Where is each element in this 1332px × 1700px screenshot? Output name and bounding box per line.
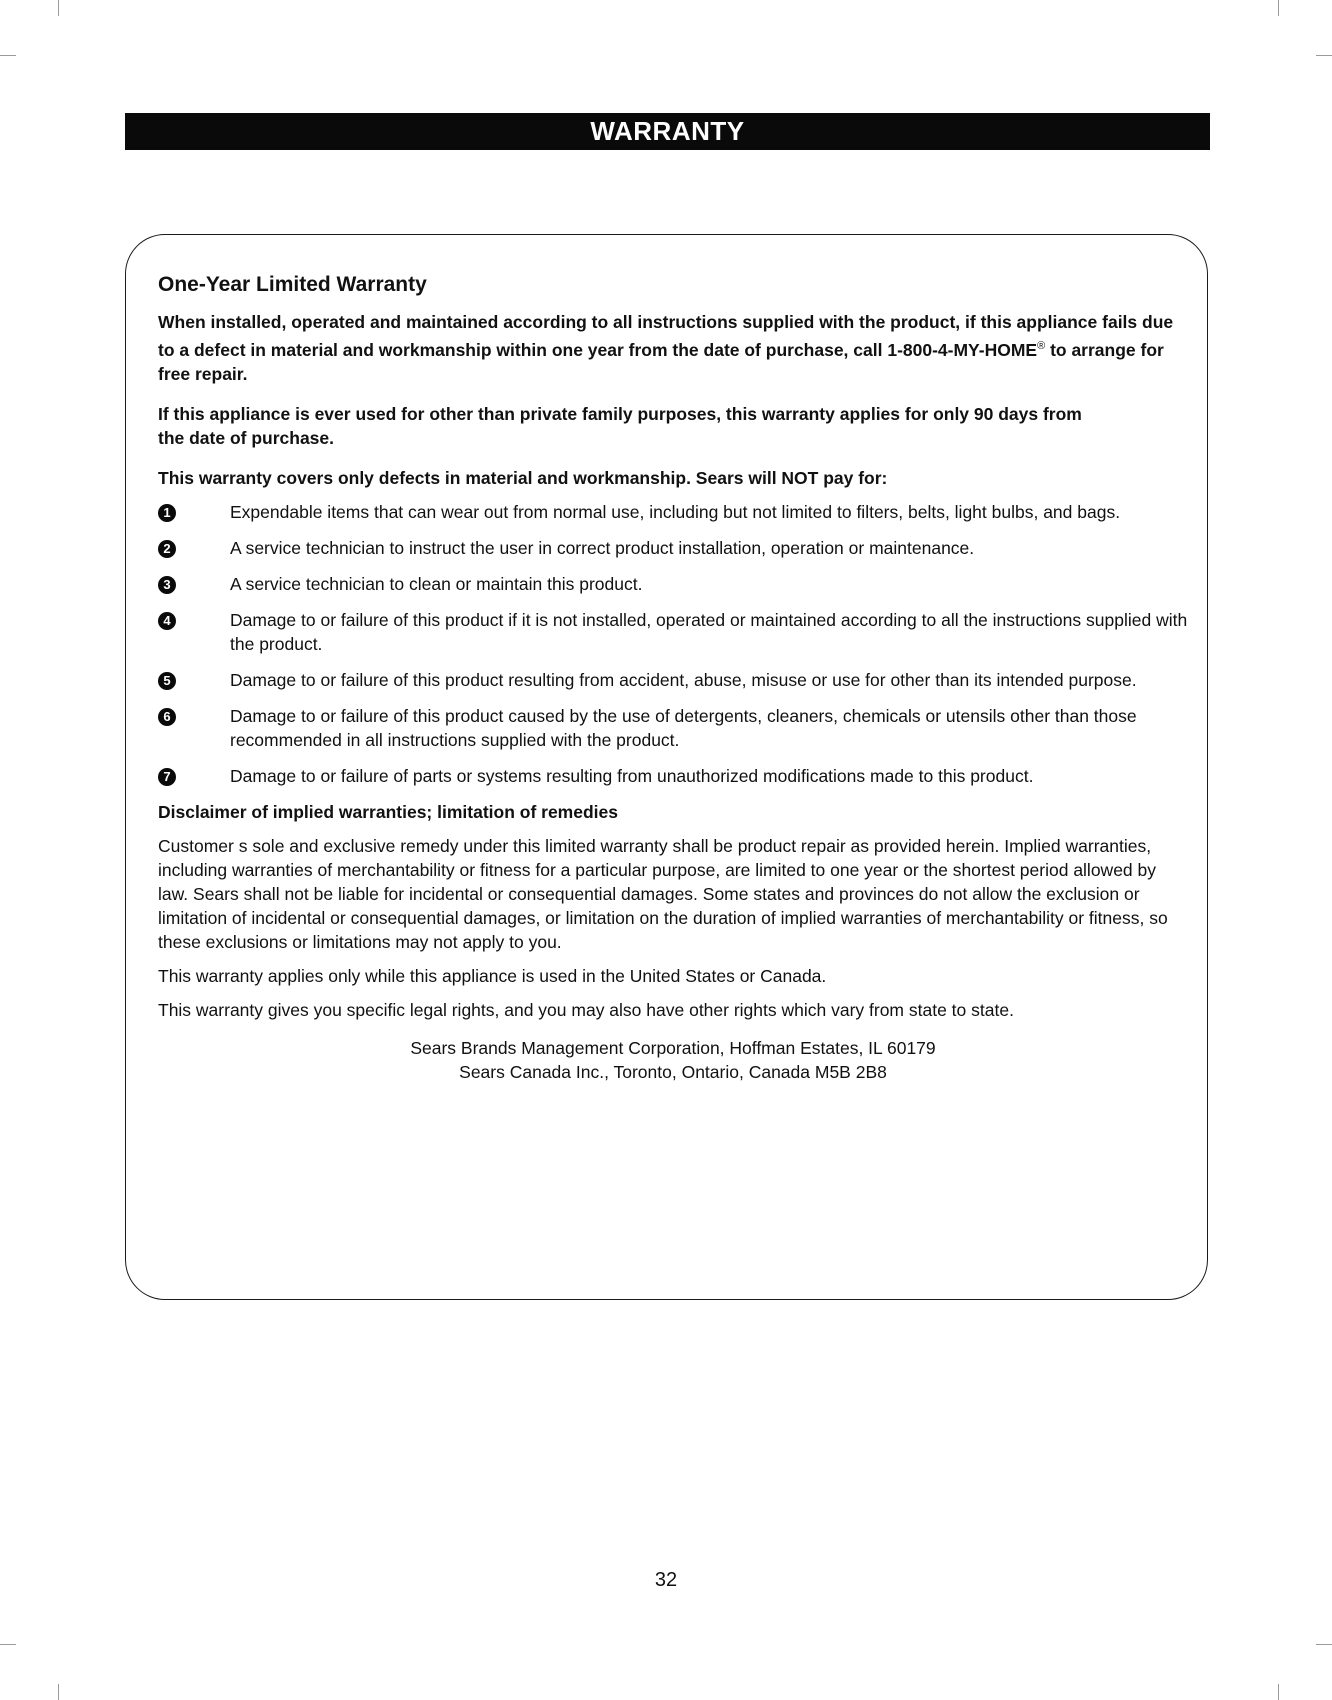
list-item bbox=[158, 668, 1188, 692]
number-badge-icon: 5 bbox=[158, 672, 176, 690]
coverage-intro: This warranty covers only defects in material and workmanship. Sears will NOT pay for: bbox=[158, 467, 888, 488]
crop-mark bbox=[58, 0, 59, 16]
list-item bbox=[158, 500, 1188, 524]
number-badge-icon: 1 bbox=[158, 504, 176, 522]
exclusion-text: Expendable items that can wear out from normal use, including but not limited to filters, belts, light bulbs, and bags. bbox=[230, 501, 1121, 522]
warranty-content bbox=[158, 270, 1188, 1084]
territory-text: This warranty applies only while this appliance is used in the United States or Canada. bbox=[158, 965, 827, 986]
list-item bbox=[158, 608, 1188, 656]
registered-mark: ® bbox=[1037, 340, 1046, 352]
exclusions-list bbox=[158, 500, 1188, 788]
company-address bbox=[158, 1036, 1188, 1084]
page-title-banner bbox=[125, 113, 1210, 150]
list-item bbox=[158, 572, 1188, 596]
private-use-line2: the date of purchase. bbox=[158, 427, 335, 448]
crop-mark bbox=[0, 55, 16, 56]
number-badge-icon: 4 bbox=[158, 612, 176, 630]
exclusion-text: Damage to or failure of this product resulting from accident, abuse, misuse or use for other than its intended purpose. bbox=[230, 669, 1137, 690]
list-item bbox=[158, 536, 1188, 560]
crop-mark bbox=[1316, 55, 1332, 56]
crop-mark bbox=[0, 1644, 16, 1645]
crop-mark bbox=[1278, 1684, 1279, 1700]
private-use-line1: If this appliance is ever used for other than private family purposes, this warranty applies for only 90 days from bbox=[158, 403, 1082, 424]
warranty-title: One-Year Limited Warranty bbox=[158, 273, 427, 296]
warranty-intro bbox=[158, 310, 1188, 386]
crop-mark bbox=[1316, 1644, 1332, 1645]
rights-text: This warranty gives you specific legal rights, and you may also have other rights which vary from state to state. bbox=[158, 999, 1014, 1020]
address-line-canada: Sears Canada Inc., Toronto, Ontario, Canada M5B 2B8 bbox=[459, 1061, 887, 1082]
list-item bbox=[158, 764, 1188, 788]
warranty-intro-end: to arrange for free repair. bbox=[158, 339, 1164, 384]
number-badge-icon: 3 bbox=[158, 576, 176, 594]
crop-mark bbox=[58, 1684, 59, 1700]
disclaimer-text: Customer s sole and exclusive remedy under this limited warranty shall be product repair as provided herein. Implied warranties, including warranties of merchantability or fitness for a particular purpose, are limited to one year or the shortest period allowed by law. Sears shall not be liable for incidental or consequential damages. Some states and provinces do not allow the exclusion or limitation of incidental or consequential damages, or limitation on the duration of implied warranties of merchantability or fitness, so these exclusions or limitations may not apply to you. bbox=[158, 835, 1168, 952]
page-title: WARRANTY bbox=[590, 116, 745, 146]
exclusion-text: A service technician to instruct the user in correct product installation, operation or maintenance. bbox=[230, 537, 975, 558]
warranty-intro-text: When installed, operated and maintained according to all instructions supplied with the product, if this appliance fails due to a defect in material and workmanship within one year from the date of purchase, call 1-800-4-MY-HOME bbox=[158, 312, 1174, 360]
address-line-us: Sears Brands Management Corporation, Hoffman Estates, IL 60179 bbox=[410, 1037, 936, 1058]
exclusion-text: Damage to or failure of this product caused by the use of detergents, cleaners, chemicals or utensils other than those recommended in all instructions supplied with the product. bbox=[230, 705, 1137, 750]
exclusion-text: Damage to or failure of this product if it is not installed, operated or maintained according to all the instructions supplied with the product. bbox=[230, 609, 1188, 654]
private-use-notice bbox=[158, 402, 1188, 450]
number-badge-icon: 7 bbox=[158, 768, 176, 786]
exclusion-text: Damage to or failure of parts or systems resulting from unauthorized modifications made to this product. bbox=[230, 765, 1034, 786]
number-badge-icon: 6 bbox=[158, 708, 176, 726]
exclusion-text: A service technician to clean or maintain this product. bbox=[230, 573, 643, 594]
number-badge-icon: 2 bbox=[158, 540, 176, 558]
page-number: 32 bbox=[654, 1569, 678, 1591]
disclaimer-title: Disclaimer of implied warranties; limitation of remedies bbox=[158, 801, 618, 822]
list-item bbox=[158, 704, 1188, 752]
crop-mark bbox=[1278, 0, 1279, 16]
